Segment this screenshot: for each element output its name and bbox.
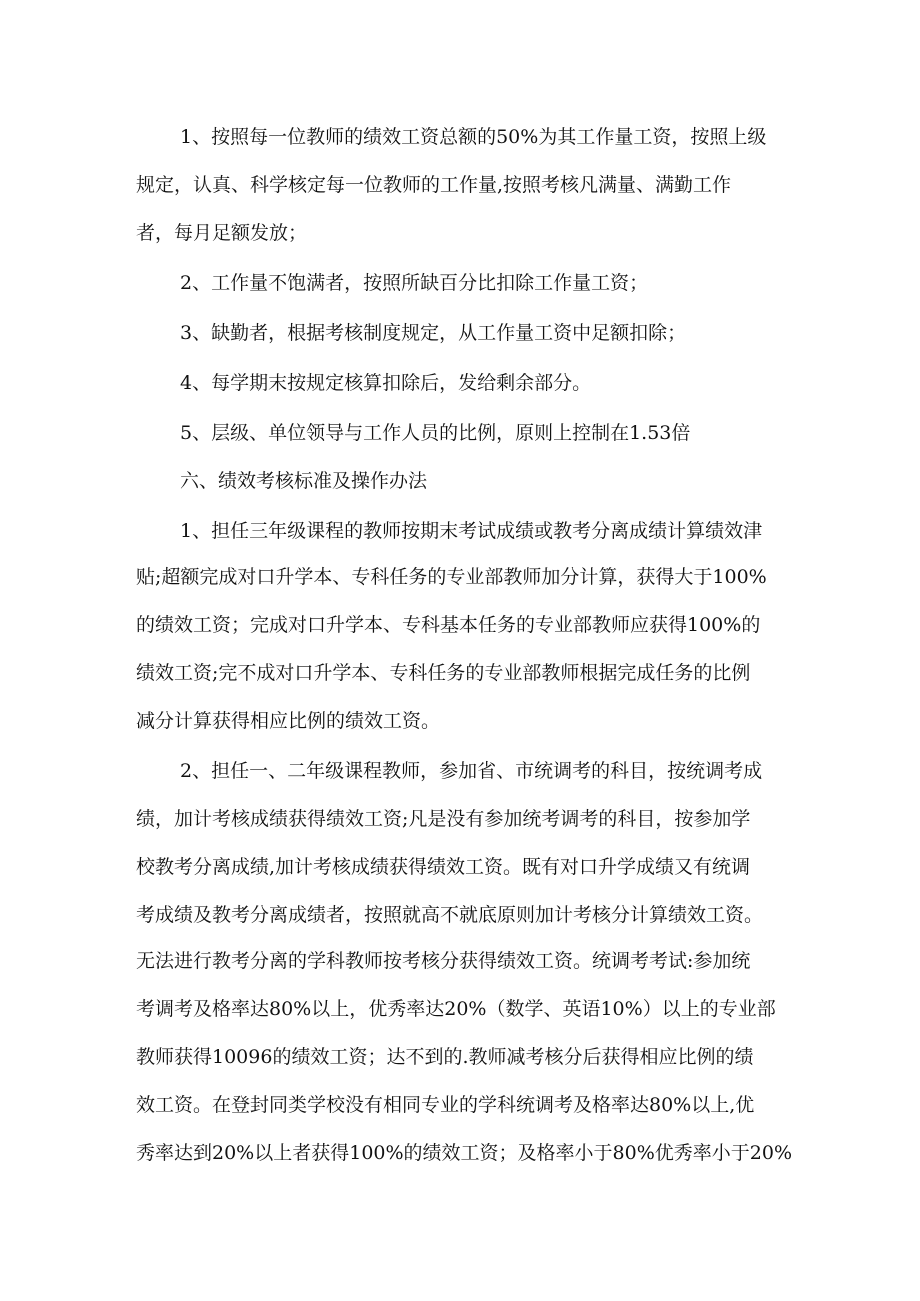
text-line: 校教考分离成绩,加计考核成绩获得绩效工资。既有对口升学成绩又有统调 <box>136 856 751 878</box>
text-line: 1、按照每一位教师的绩效工资总额的50%为其工作量工资，按照上级 <box>180 126 767 148</box>
text-line: 效工资。在登封同类学校没有相同专业的学科统调考及格率达80%以上,优 <box>136 1094 755 1116</box>
text-line: 考成绩及教考分离成绩者，按照就高不就底原则加计考核分计算绩效工资。 <box>136 904 764 926</box>
text-line: 考调考及格率达80%以上，优秀率达20%（数学、英语10%）以上的专业部 <box>136 998 776 1020</box>
text-line: 教师获得10096的绩效工资；达不到的.教师减考核分后获得相应比例的绩 <box>136 1046 754 1068</box>
text-line: 3、缺勤者，根据考核制度规定，从工作量工资中足额扣除； <box>180 322 687 344</box>
section-title: 六、绩效考核标准及操作办法 <box>180 470 428 492</box>
text-line: 秀率达到20%以上者获得100%的绩效工资；及格率小于80%优秀率小于20% <box>136 1142 793 1164</box>
text-line: 2、工作量不饱满者，按照所缺百分比扣除工作量工资； <box>180 272 649 294</box>
text-line: 4、每学期末按规定核算扣除后，发给剩余部分。 <box>180 372 592 394</box>
text-line: 无法进行教考分离的学科教师按考核分获得绩效工资。统调考考试:参加统 <box>136 950 751 972</box>
text-line: 5、层级、单位领导与工作人员的比例，原则上控制在1.53倍 <box>180 422 691 444</box>
text-line: 绩，加计考核成绩获得绩效工资;凡是没有参加统考调考的科目，按参加学 <box>136 808 751 830</box>
text-line: 1、担任三年级课程的教师按期末考试成绩或教考分离成绩计算绩效津 <box>180 520 763 542</box>
text-line: 减分计算获得相应比例的绩效工资。 <box>136 710 441 732</box>
text-line: 的绩效工资；完成对口升学本、专科基本任务的专业部教师应获得100%的 <box>136 614 761 636</box>
text-line: 者，每月足额发放； <box>136 222 308 244</box>
text-line: 绩效工资;完不成对口升学本、专科任务的专业部教师根据完成任务的比例 <box>136 662 751 684</box>
text-line: 2、担任一、二年级课程教师，参加省、市统调考的科目，按统调考成 <box>180 760 763 782</box>
text-line: 规定，认真、科学核定每一位教师的工作量,按照考核凡满量、满勤工作 <box>136 174 732 196</box>
text-line: 贴;超额完成对口升学本、专科任务的专业部教师加分计算，获得大于100% <box>136 566 767 588</box>
